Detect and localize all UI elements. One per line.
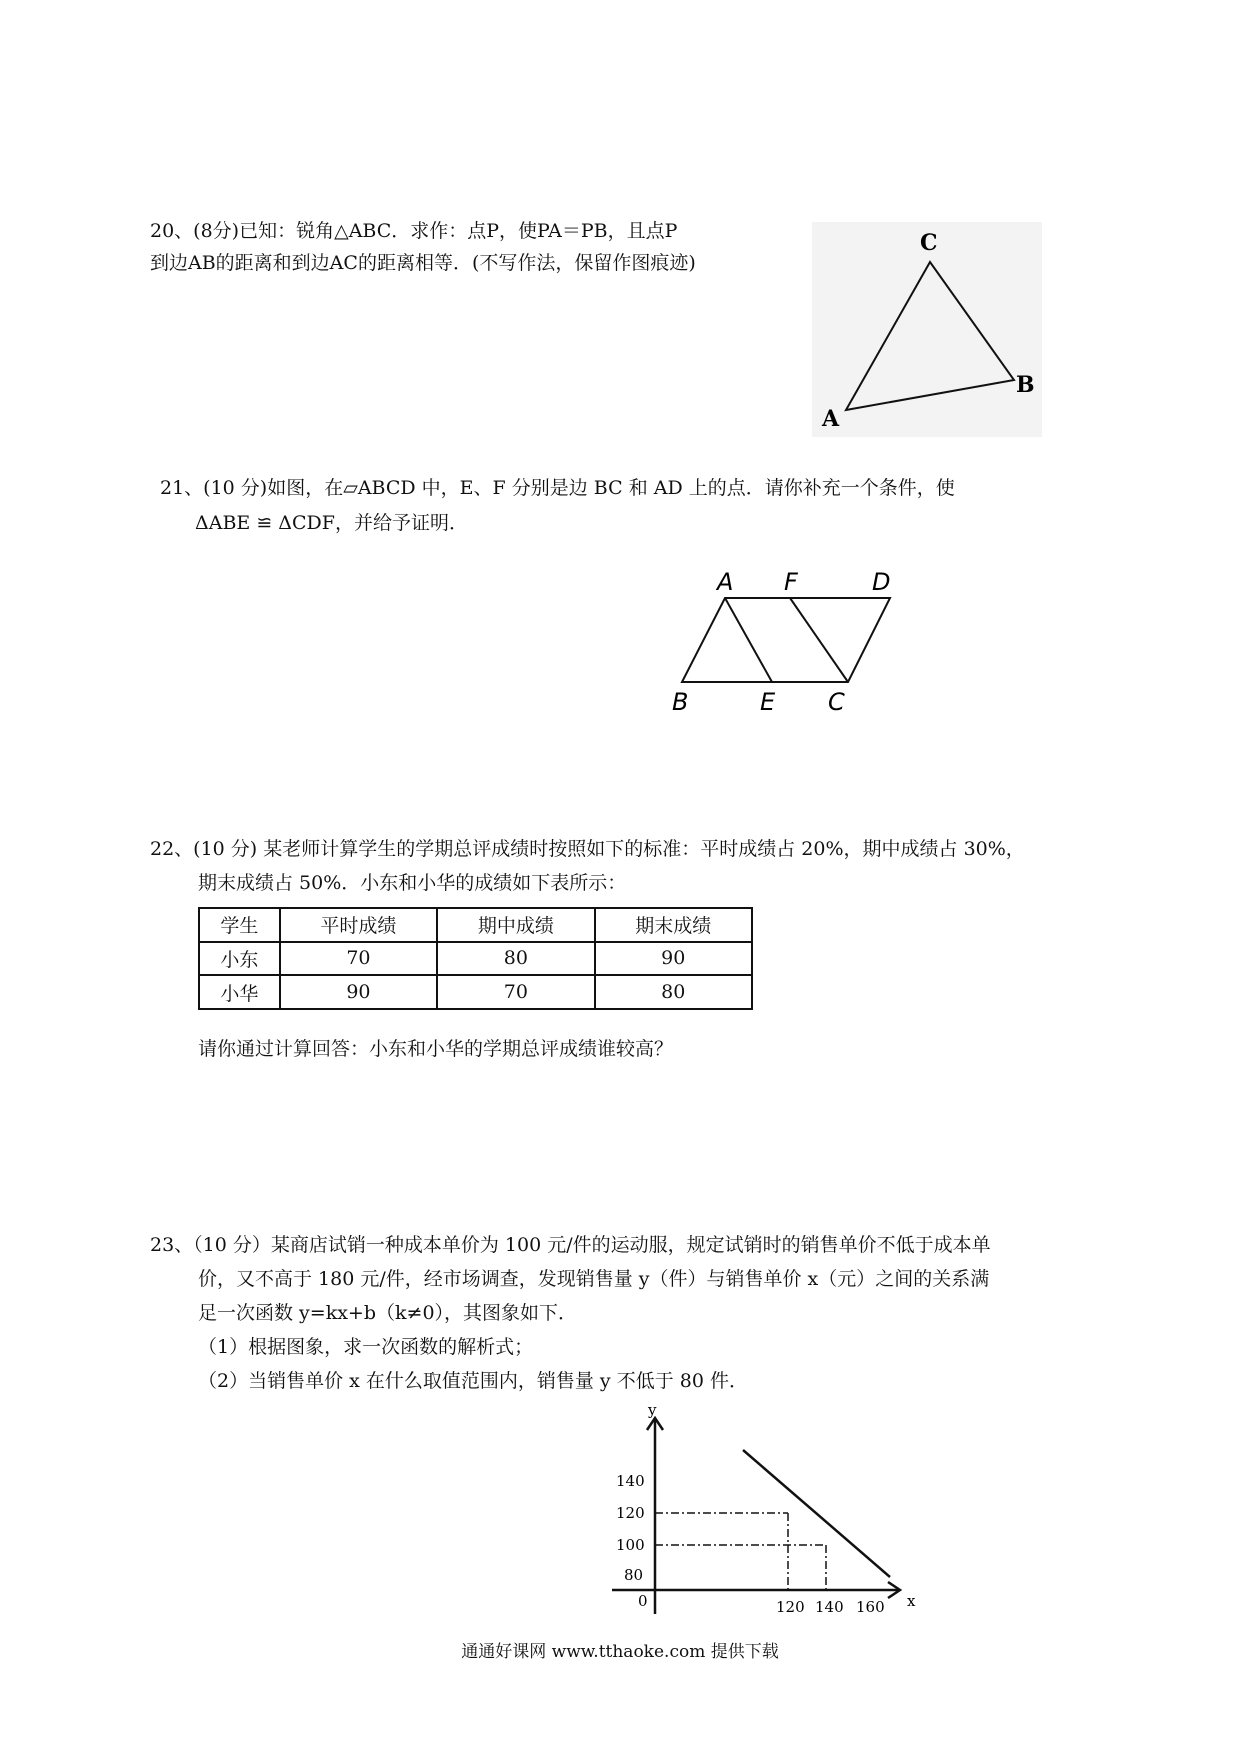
x-tick-label: 120 [776,1598,805,1616]
table-cell: 80 [437,942,594,976]
vertex-label-d: D [872,568,891,596]
q23-line-1: 23、（10 分）某商店试销一种成本单价为 100 元/件的运动服，规定试销时的销售单价不低于成本单 [150,1234,991,1256]
q21-parallelogram-figure [660,560,910,720]
table-cell: 小东 [199,942,280,976]
table-cell: 70 [437,975,594,1009]
vertex-label-a: A [717,568,734,596]
table-header-cell: 期末成绩 [595,908,752,942]
y-tick-label: 80 [624,1566,644,1584]
scores-table [198,907,753,1010]
table-header-cell: 平时成绩 [280,908,437,942]
q22-line-1: 22、(10 分) 某老师计算学生的学期总评成绩时按照如下的标准：平时成绩占 20%，期中成绩占 30%， [150,838,1025,860]
vertex-label-b: B [1016,372,1035,398]
y-axis-label: y [648,1401,657,1419]
vertex-label-b: B [672,688,689,716]
q22-line-2: 期末成绩占 50%．小东和小华的成绩如下表所示： [198,872,627,894]
segment-ae [725,598,772,682]
vertex-label-c: C [920,230,938,256]
y-tick-label: 120 [616,1504,645,1522]
vertex-label-e: E [760,688,776,716]
table-cell: 80 [595,975,752,1009]
q23-line-3: 足一次函数 y=kx+b（k≠0），其图象如下． [198,1302,578,1324]
x-axis-label: x [907,1592,916,1610]
table-row [199,975,752,1009]
q21-line-2: ΔABE ≌ ΔCDF，并给予证明． [195,512,468,534]
function-line [743,1450,890,1577]
table-cell: 90 [595,942,752,976]
origin-label: 0 [638,1592,648,1610]
table-header-cell: 期中成绩 [437,908,594,942]
x-tick-label: 160 [856,1598,885,1616]
q23-part-2: （2）当销售单价 x 在什么取值范围内，销售量 y 不低于 80 件． [198,1370,748,1392]
q20-line-1: 20、(8分)已知：锐角△ABC．求作：点P，使PA＝PB，且点P [150,220,678,242]
table-header-row [199,908,752,942]
q20-line-2: 到边AB的距离和到边AC的距离相等．(不写作法，保留作图痕迹) [150,252,696,274]
parallelogram-abcd [682,598,890,682]
vertex-label-c: C [828,688,845,716]
y-tick-label: 140 [616,1472,645,1490]
q23-line-2: 价，又不高于 180 元/件，经市场调查，发现销售量 y（件）与销售单价 x（元）之间的关系满 [198,1268,990,1290]
q23-function-graph [600,1400,920,1625]
q20-triangle-figure [812,222,1042,437]
y-tick-label: 100 [616,1536,645,1554]
vertex-label-f: F [784,568,798,596]
table-row [199,942,752,976]
table-cell: 90 [280,975,437,1009]
q23-part-1: （1）根据图象，求一次函数的解析式； [198,1336,534,1358]
page-footer: 通通好课网 www.tthaoke.com 提供下载 [461,1642,779,1662]
table-cell: 70 [280,942,437,976]
x-tick-label: 140 [815,1598,844,1616]
vertex-label-a: A [822,406,840,432]
segment-fc [790,598,848,682]
q22-question: 请你通过计算回答：小东和小华的学期总评成绩谁较高？ [198,1038,674,1060]
table-header-cell: 学生 [199,908,280,942]
table-cell: 小华 [199,975,280,1009]
q21-line-1: 21、(10 分)如图，在▱ABCD 中，E、F 分别是边 BC 和 AD 上的点．请你补充一个条件，使 [160,477,955,499]
